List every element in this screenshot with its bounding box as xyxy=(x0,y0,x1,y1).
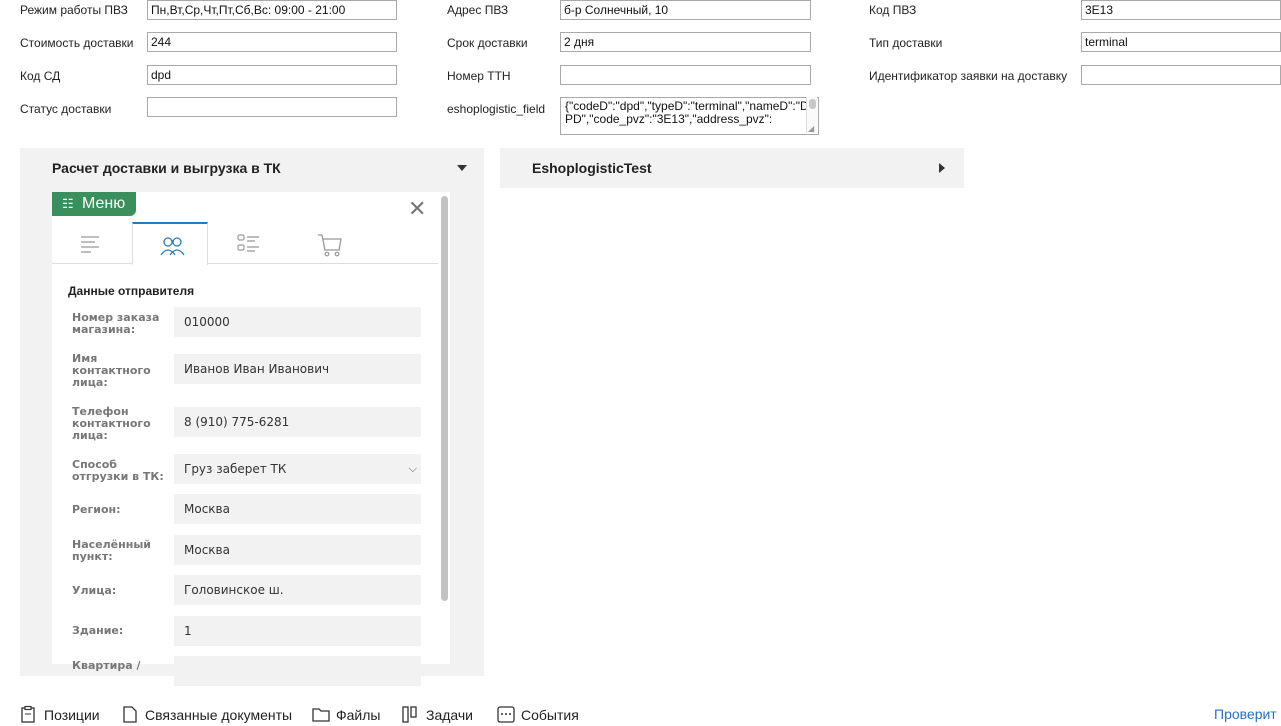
collapse-caret-icon[interactable] xyxy=(457,165,467,171)
related-docs-tab[interactable]: Связанные документы xyxy=(121,706,292,723)
city-field[interactable]: Москва xyxy=(174,535,421,565)
check-link[interactable]: Проверит xyxy=(1214,706,1277,722)
street-label: Улица: xyxy=(72,584,117,597)
status-label: Статус доставки xyxy=(20,102,112,116)
eshop-field-textarea[interactable] xyxy=(560,97,819,135)
files-tab[interactable]: Файлы xyxy=(312,706,380,723)
contact-phone-label: Телефон контактного лица: xyxy=(72,405,151,442)
status-field[interactable] xyxy=(147,97,397,117)
positions-tab[interactable]: Позиции xyxy=(20,706,100,723)
request-id-field[interactable] xyxy=(1081,65,1281,85)
order-number-field[interactable]: 010000 xyxy=(174,307,421,337)
pvz-code-label: Код ПВЗ xyxy=(869,3,917,17)
apartment-label: Квартира / xyxy=(72,659,141,672)
sliders-icon: ☷ xyxy=(62,196,74,211)
contact-phone-field[interactable]: 8 (910) 775-6281 xyxy=(174,407,421,437)
request-id-label: Идентификатор заявки на доставку xyxy=(869,69,1068,83)
close-icon[interactable]: ✕ xyxy=(408,196,427,221)
apartment-field[interactable] xyxy=(174,656,421,686)
document-icon xyxy=(121,706,139,722)
tab-contacts[interactable] xyxy=(132,222,208,265)
tab-text[interactable] xyxy=(52,222,128,264)
shipment-method-select[interactable]: Груз заберет ТК ⌵ xyxy=(174,454,421,484)
carrier-code-label: Код СД xyxy=(20,69,61,83)
tab-cart[interactable] xyxy=(290,222,366,264)
events-icon xyxy=(497,706,515,722)
chevron-down-icon: ⌵ xyxy=(408,462,417,475)
carrier-code-field[interactable] xyxy=(147,65,397,85)
cart-icon xyxy=(317,233,343,257)
pvz-hours-label: Режим работы ПВЗ xyxy=(20,3,128,17)
order-number-label: Номер заказа магазина: xyxy=(72,311,160,336)
delivery-type-label: Тип доставки xyxy=(869,36,943,50)
tasks-tab[interactable]: Задачи xyxy=(402,706,473,723)
eshop-test-panel-title[interactable]: EshoplogisticTest xyxy=(532,160,652,176)
widget-tabs xyxy=(52,222,438,264)
widget-scrollbar[interactable] xyxy=(440,194,449,664)
expand-caret-icon[interactable] xyxy=(939,163,945,173)
delivery-term-field[interactable] xyxy=(560,32,811,52)
events-tab[interactable]: События xyxy=(497,706,579,723)
folder-icon xyxy=(312,706,330,722)
city-label: Населённый пункт: xyxy=(72,538,151,563)
shipment-method-label: Способ отгрузки в ТК: xyxy=(72,458,164,483)
delivery-type-field[interactable] xyxy=(1081,32,1281,52)
resize-grip-icon[interactable]: ◢ xyxy=(808,124,815,133)
pvz-hours-field[interactable] xyxy=(147,0,397,20)
pvz-address-label: Адрес ПВЗ xyxy=(447,3,509,17)
bottom-tab-bar xyxy=(0,706,1280,726)
eshop-widget xyxy=(52,192,450,672)
eshop-field-label: eshoplogistic_field xyxy=(447,102,546,116)
building-label: Здание: xyxy=(72,624,124,637)
region-field[interactable]: Москва xyxy=(174,494,421,524)
text-lines-icon xyxy=(79,233,101,253)
clipboard-icon xyxy=(20,706,38,722)
pvz-address-field[interactable] xyxy=(560,0,811,20)
users-icon xyxy=(160,235,186,257)
building-field[interactable]: 1 xyxy=(174,616,421,646)
ttn-field[interactable] xyxy=(560,65,811,85)
contact-name-label: Имя контактного лица: xyxy=(72,352,151,389)
ttn-label: Номер ТТН xyxy=(447,69,511,83)
region-label: Регион: xyxy=(72,503,121,516)
menu-button[interactable]: ☷ Меню xyxy=(52,192,136,216)
task-board-icon xyxy=(402,706,420,722)
street-field[interactable]: Головинское ш. xyxy=(174,575,421,605)
checklist-icon xyxy=(237,233,261,253)
delivery-cost-field[interactable] xyxy=(147,32,397,52)
delivery-term-label: Срок доставки xyxy=(447,36,528,50)
pvz-code-field[interactable] xyxy=(1081,0,1281,20)
delivery-calc-panel-title[interactable]: Расчет доставки и выгрузка в ТК xyxy=(52,160,281,176)
sender-section-title: Данные отправителя xyxy=(68,284,195,298)
delivery-cost-label: Стоимость доставки xyxy=(20,36,134,50)
contact-name-field[interactable]: Иванов Иван Иванович xyxy=(174,354,421,384)
tab-checklist[interactable] xyxy=(210,222,286,264)
